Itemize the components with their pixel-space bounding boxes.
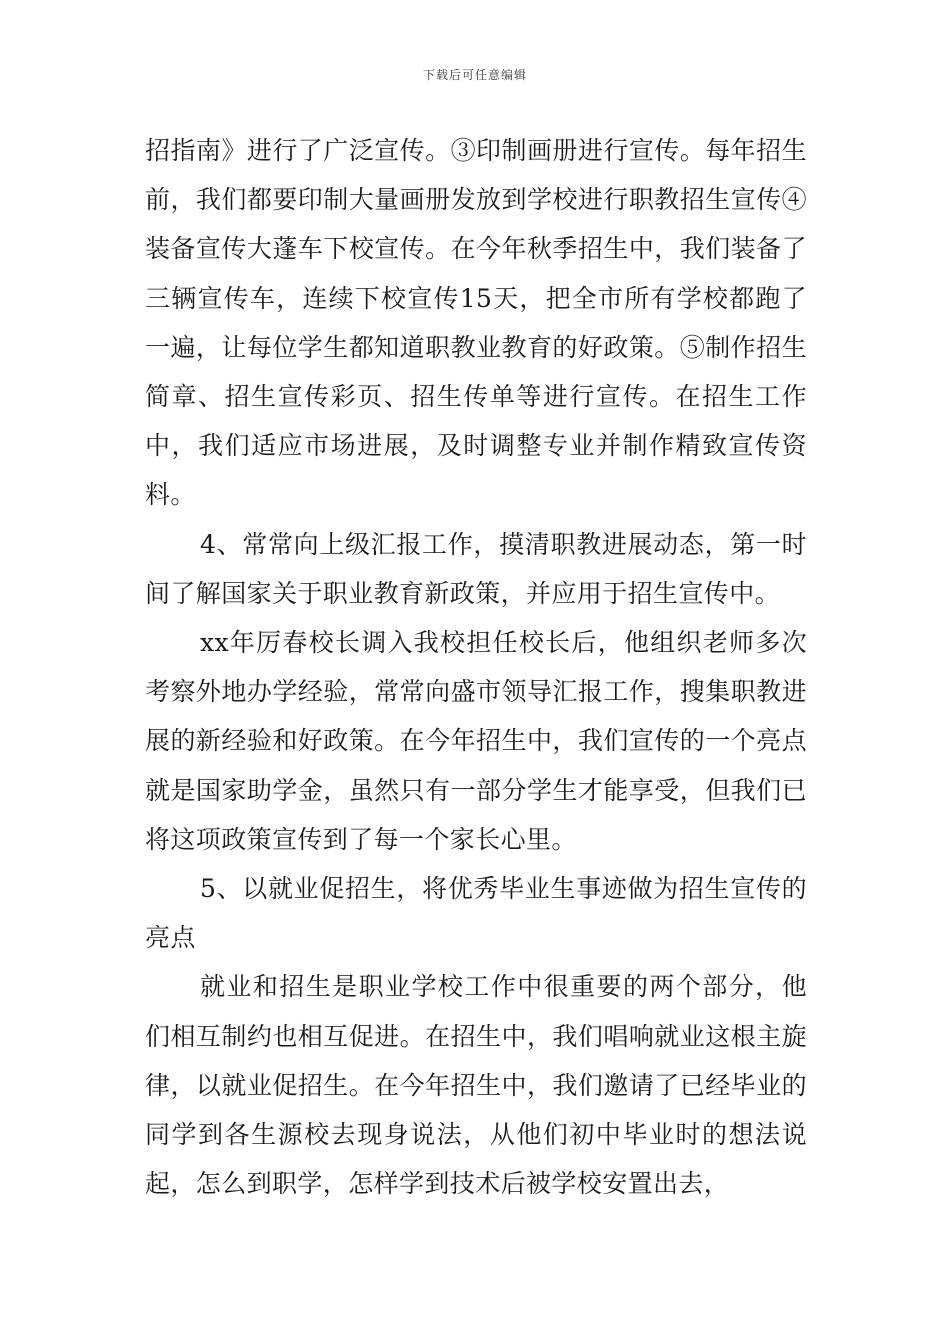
paragraph-2: 4、常常向上级汇报工作，摸清职教进展动态，第一时间了解国家关于职业教育新政策，并应用于招生宣传中。 — [145, 529, 807, 608]
paragraph-1: 招指南》进行了广泛宣传。③印制画册进行宣传。每年招生前，我们都要印制大量画册发放到学校进行职教招生宣传④装备宣传大蓬车下校宣传。在今年秋季招生中，我们装备了三辆宣传车，连续下校宣传15天，把全市所有学校都跑了一遍，让每位学生都知道职教业教育的好政策。⑤制作招生简章、招生宣传彩页、招生传单等进行宣传。在招生工作中，我们适应市场进展，及时调整专业并制作精致宣传资料。 — [145, 136, 807, 510]
paragraph-4: 5、以就业促招生，将优秀毕业生事迹做为招生宣传的亮点 — [145, 874, 807, 953]
page-header-note: 下载后可任意编辑 — [422, 68, 527, 82]
paragraph-3: xx年厉春校长调入我校担任校长后，他组织老师多次考察外地办学经验，常常向盛市领导汇报工作，搜集职教进展的新经验和好政策。在今年招生中，我们宣传的一个亮点就是国家助学金，虽然只有一部分学生才能享受，但我们已将这项政策宣传到了每一个家长心里。 — [145, 628, 807, 854]
document-body — [145, 126, 807, 1208]
paragraph-5: 就业和招生是职业学校工作中很重要的两个部分，他们相互制约也相互促进。在招生中，我们唱响就业这根主旋律，以就业促招生。在今年招生中，我们邀请了已经毕业的同学到各生源校去现身说法，从他们初中毕业时的想法说起，怎么到职学，怎样学到技术后被学校安置出去， — [145, 972, 807, 1199]
